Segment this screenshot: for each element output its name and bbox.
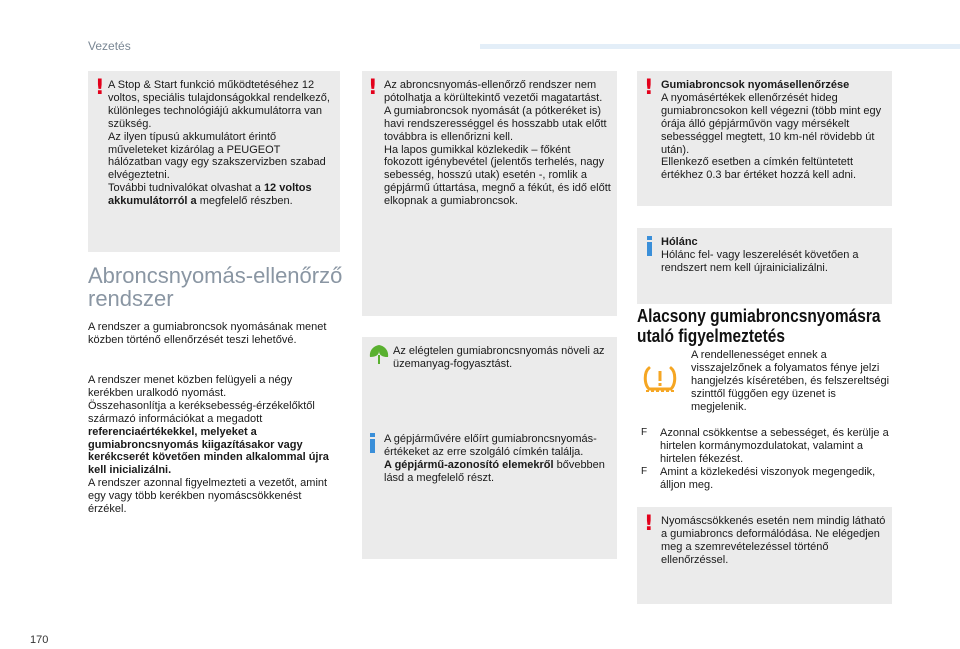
page-number: 170 (30, 634, 49, 646)
section-header: Vezetés (88, 39, 131, 53)
warning-para-3: További tudnivalókat olvashat a 12 voltos akkumulátorról a megfelelő részben. (108, 182, 312, 208)
bullet-icon: F (641, 427, 648, 438)
warning-icon: ! (95, 75, 105, 99)
header-bar (480, 44, 960, 49)
warning-text (108, 79, 336, 208)
snow-chain-text: Hólánc Hólánc fel- vagy leszerelését követően a rendszert nem kell újrainicializálni. (661, 236, 859, 274)
pressure-check-text: Gumiabroncsok nyomásellenőrzése A nyomásértékek ellenőrzését hideg gumiabroncsokon kell végezni (több mint egy órája álló gépjárművön vagy mérsékelt sebességgel megtett, 10 km-nél rövidebb út után). Ellenkező esetben a címkén feltüntetett értékhez 0.3 bar értéket hozzá kell adni. (661, 79, 882, 182)
list-item: F Amint a közlekedési viszonyok megengedik, álljon meg. (641, 465, 876, 491)
warning-icon: ! (368, 75, 378, 99)
pressure-check-warning-box (637, 71, 892, 206)
tire-pressure-warning-icon (640, 362, 680, 394)
stop-start-warning-box (88, 71, 340, 252)
bullet-icon: F (641, 465, 648, 477)
driving-warning-box (362, 71, 617, 316)
leaf-icon (368, 343, 390, 365)
tpms-para-1: A rendszer a gumiabroncsok nyomásának menet közben történő ellenőrzését teszi lehetővé. (88, 321, 327, 346)
tpms-para-2: A rendszer menet közben felügyeli a négy kerékben uralkodó nyomást. Összehasonlítja a keréksebesség-érzékelőktől származó információkat a megadott referenciaértékekkel, melyeket a gumiabroncsnyomás kiigazításakor vagy kerékcserét követően minden alkalommal újra kell inicializálni. A rendszer azonnal figyelmezteti a vezetőt, amint egy vagy több kerékben nyomáscsökkenést érzékel. (88, 374, 329, 516)
info-text: A gépjárművére előírt gumiabroncsnyomás-értékeket az erre szolgáló címkén találja. A gépjármű-azonosító elemekről bővebben lásd a megfelelő részt. (384, 433, 605, 484)
eco-box (362, 337, 617, 425)
section-title-low-pressure: Alacsony gumiabroncsnyomásra utaló figyelmeztetés (637, 306, 881, 346)
info-box-pressure-label (362, 425, 617, 559)
warning-icon: ! (644, 75, 654, 99)
list-item: F Azonnal csökkentse a sebességet, és kerülje a hirtelen kormánymozdulatokat, valamint a hirtelen fékezést. (641, 427, 889, 465)
warning-para-2: Az ilyen típusú akkumulátort érintő műveleteket kizárólag a PEUGEOT hálózatban vagy egy szakszervizben szabad elvégeztetni. (108, 130, 326, 182)
snow-chain-info-box (637, 228, 892, 304)
info-icon (370, 433, 375, 453)
warning-icon: ! (644, 511, 654, 535)
driving-warning-text: Az abroncsnyomás-ellenőrző rendszer nem pótolhatja a körültekintő vezetői magatartást. A gumiabroncsok nyomását (a pótkeréket is) havi rendszerességgel és hosszabb utak előtt továbbra is ellenőrizni kell. Ha lapos gumikkal közlekedik – főként fokozott igénybevétel (jelentős terhelés, nagy sebesség, hosszú utak) esetén -, romlik a gépjármű úttartása, megnő a fékút, és idő előtt elkopnak a gumiabroncsok. (384, 79, 611, 208)
section-title-tpms: Abroncsnyomás-ellenőrző rendszer (88, 263, 343, 311)
info-icon (647, 236, 652, 256)
deformation-warning-text: Nyomáscsökkenés esetén nem mindig látható a gumiabroncs deformálódása. Ne elégedjen meg a szemrevételezéssel történő ellenőrzéssel. (661, 515, 886, 566)
action-list (641, 427, 891, 492)
eco-text: Az elégtelen gumiabroncsnyomás növeli az üzemanyag-fogyasztást. (393, 345, 605, 370)
warning-para-1: A Stop & Start funkció működtetéséhez 12 voltos, speciális tulajdonságokkal rendelkező, különleges technológiájú akkumulátorra van szükség. (108, 79, 330, 130)
deformation-warning-box (637, 507, 892, 604)
alert-text: A rendellenességet ennek a visszajelzőnek a folyamatos fénye jelzi hangjelzés kíséretében, és felszereltségi szinttől függően egy üzenet is megjelenik. (691, 349, 890, 413)
